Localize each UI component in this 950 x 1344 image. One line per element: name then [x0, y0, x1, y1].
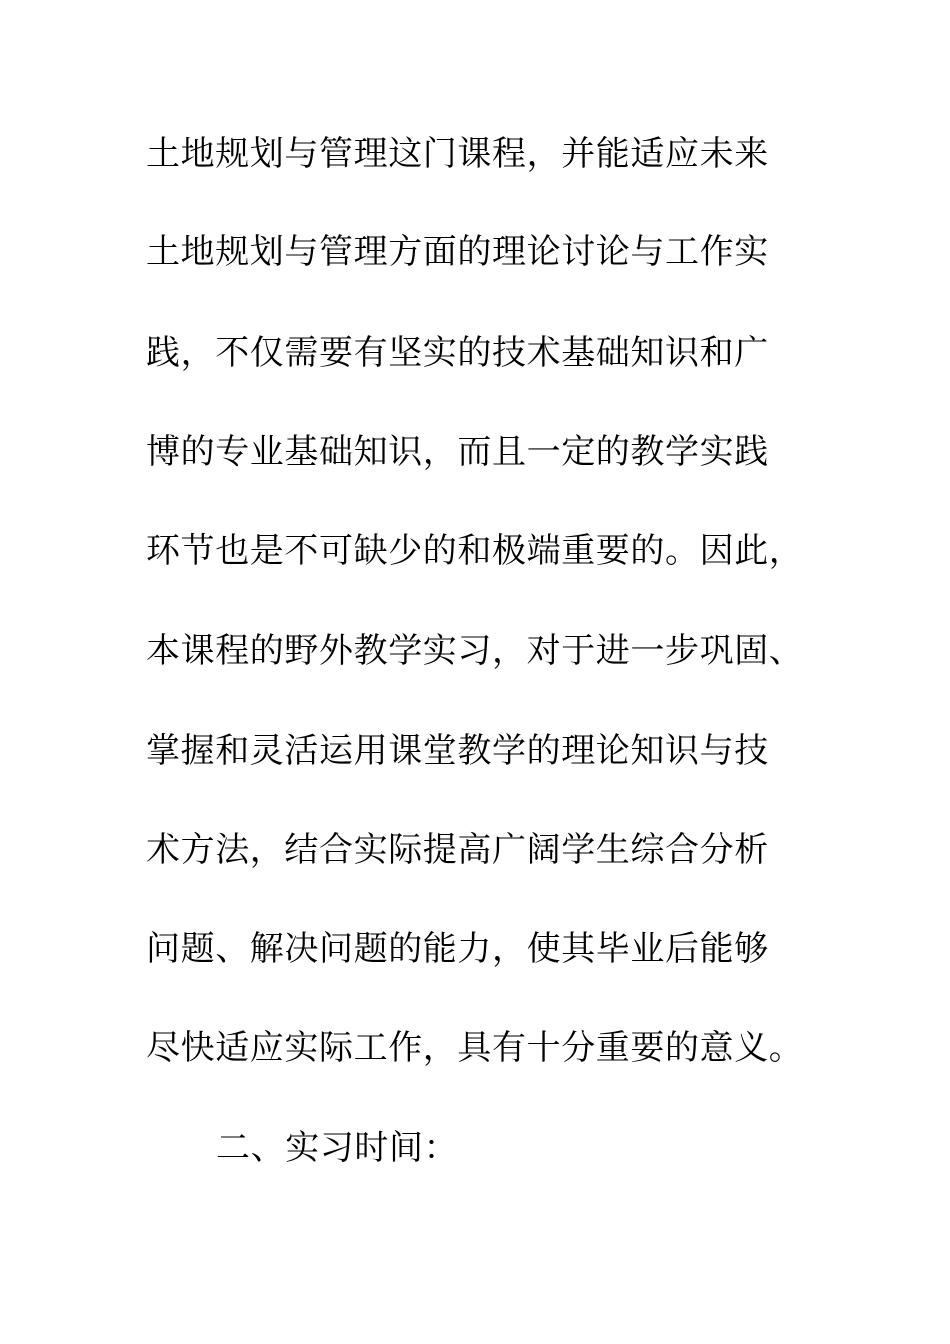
body-text-line: 环节也是不可缺少的和极端重要的。因此，: [146, 531, 804, 571]
body-text-line: 践，不仅需要有坚实的技术基础知识和广: [146, 333, 769, 373]
body-text-line: 术方法，结合实际提高广阔学生综合分析: [146, 830, 769, 870]
body-text-line: 博的专业基础知识，而且一定的教学实践: [146, 432, 769, 472]
body-text-line: 问题、解决问题的能力，使其毕业后能够: [146, 929, 769, 969]
body-text-line: 尽快适应实际工作，具有十分重要的意义。: [146, 1028, 804, 1068]
body-text-line: 掌握和灵活运用课堂教学的理论知识与技: [146, 731, 769, 771]
body-text-line: 土地规划与管理方面的理论讨论与工作实: [146, 232, 769, 272]
section-heading: 二、实习时间：: [216, 1128, 459, 1168]
body-text-line: 土地规划与管理这门课程，并能适应未来: [146, 134, 769, 174]
body-text-line: 本课程的野外教学实习，对于进一步巩固、: [146, 631, 804, 671]
